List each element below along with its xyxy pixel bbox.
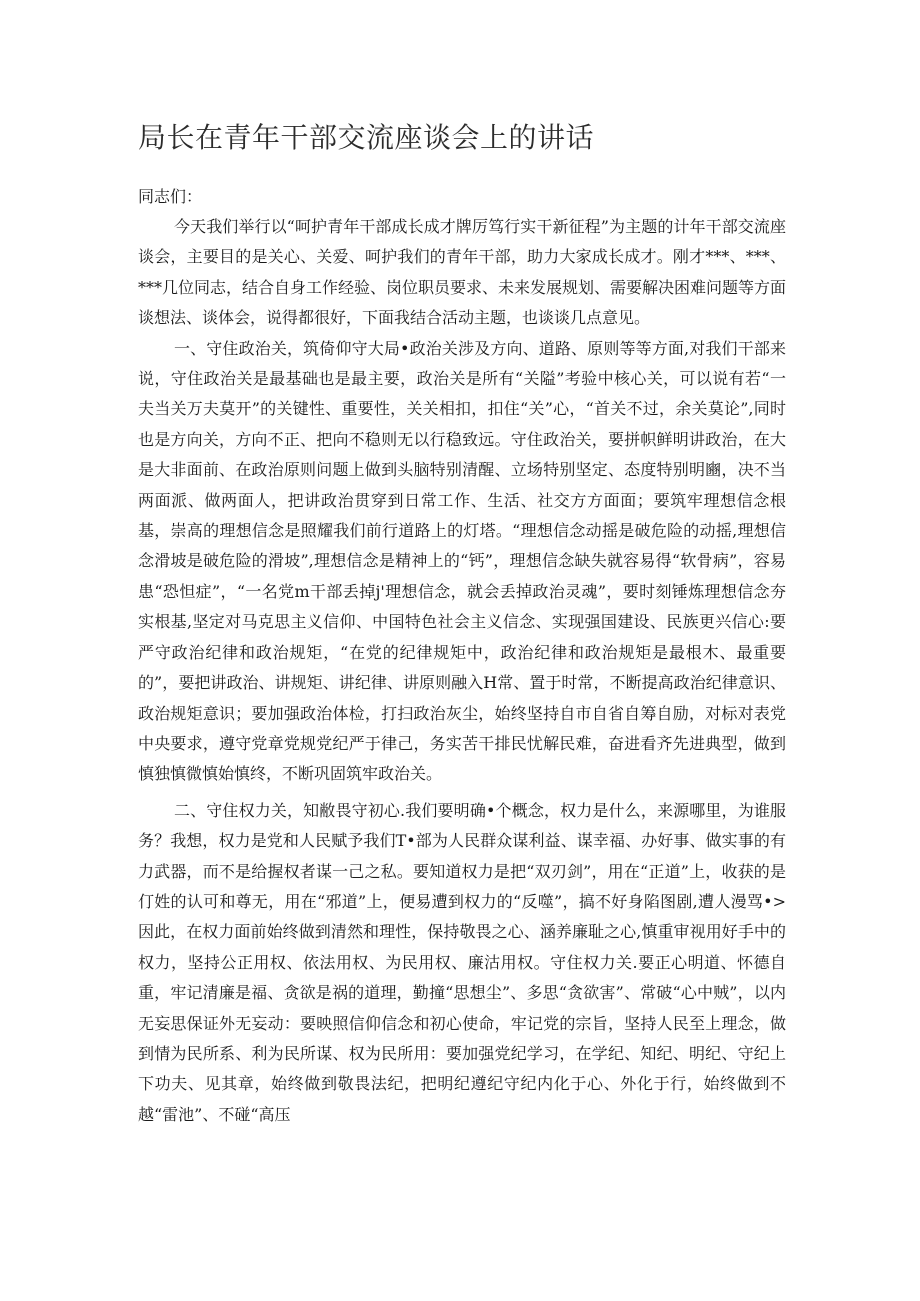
- salutation: 同志们：: [138, 187, 203, 206]
- document-page: [138, 0, 786, 1130]
- document-title: 局长在青年干部交流座谈会上的讲话: [138, 121, 595, 154]
- paragraph-power-gate: 二、守住权力关，知敝畏守初心.我们要明确•个概念，权力是什么，来源哪里，为谁服务？我想，权力是党和人民赋予我们T•部为人民群众谋利益、谋幸福、办好事、做实事的有力武器，而不是给握权者谋一己之私。要知道权力是把“双刃剑”，用在“正道”上，收获的是仃姓的认可和尊无，用在“邪道”上，便易遭到权力的“反噬”，搞不好身陷图剧,遭人漫骂•>因此，在权力面前始终做到清然和理性，保持敬畏之心、涵养廉耻之心,慎重审视用好手中的权力，坚持公正用权、依法用权、为民用权、廉沽用权。守住权力关.要正心明道、怀德自重，牢记清廉是福、贪欲是祸的道理，勤撞“思想尘”、多思“贪欲害”、常破“心中贼”，以内无妄思保证外无妄动：要映照信仰信念和初心使命，牢记党的宗旨，坚持人民至上理念，做到情为民所系、利为民所谋、权为民所用：要加强党纪学习，在学纪、知纪、明纪、守纪上下功夫、见其章，始终做到敬畏法纪，把明纪遵纪守纪内化于心、外化于行，始终做到不越“雷池”、不碰“高压: [138, 800, 786, 1124]
- paragraph-political-gate: 一、守住政治关，筑倚仰守大局•政治关涉及方向、道路、原则等等方面,对我们干部来说，守住政治关是最基础也是最主要，政治关是所有“关隘”考验中核心关，可以说有若“一夫当关万夫莫开”的关键性、重要性，关关相扣，扣住“关”心，“首关不过，余关莫论”,同时也是方向关，方向不正、把向不稳则无以行稳致远。守住政治关，要拼帜鲜明讲政治，在大是大非面前、在政治原则问题上做到头脑特别清醒、立场特别坚定、态度特别明豳，决不当两面派、做两面人，把讲政治贯穿到日常工作、生活、社交方方面面；要筑牢理想信念根基，崇高的理想信念是照耀我们前行道路上的灯塔。“理想信念动摇是破危险的动摇,理想信念滑坡是破危险的滑坡”,理想信念是精神上的“钙”，理想信念缺失就容易得“软骨病”，容易患“恐怛症”，“一名党m干部丢掉j'理想信念，就会丢掉政治灵魂”，要时刻锤炼理想信念夯实根基,坚定对马克思主义信仰、中国特色社会主义信念、实现强国建设、民族更兴信心:要严守政治纪律和政治规矩，“在党的纪律规矩中，政治纪律和政治规矩是最根木、最重要的”，要把讲政治、讲规矩、讲纪律、讲原则融入H常、置于时常，不断提高政治纪律意识、政治规矩意识；要加强政治体检，打扫政治灰尘，始终坚持自市自省自筹自励，对标对表党中央要求，遵守党章党规党纪严于律己，务实苦干排民忧解民难，奋进看齐先进典型，做到慎独慎微慎始慎终，不断巩固筑牢政治关。: [138, 338, 786, 784]
- paragraph-intro: 今天我们举行以“呵护青年干部成长成才牌厉笃行实干新征程”为主题的计年干部交流座谈会，主要目的是关心、关爱、呵护我们的青年干部，助力大家成长成才。刚才***、***、***几位同志，结合自身工作经验、岗位职员要求、未来发展规划、需要解决困难问题等方面谈想法、谈体会，说得都很好，下面我结合活动主题，也谈谈几点意见。: [138, 217, 787, 328]
